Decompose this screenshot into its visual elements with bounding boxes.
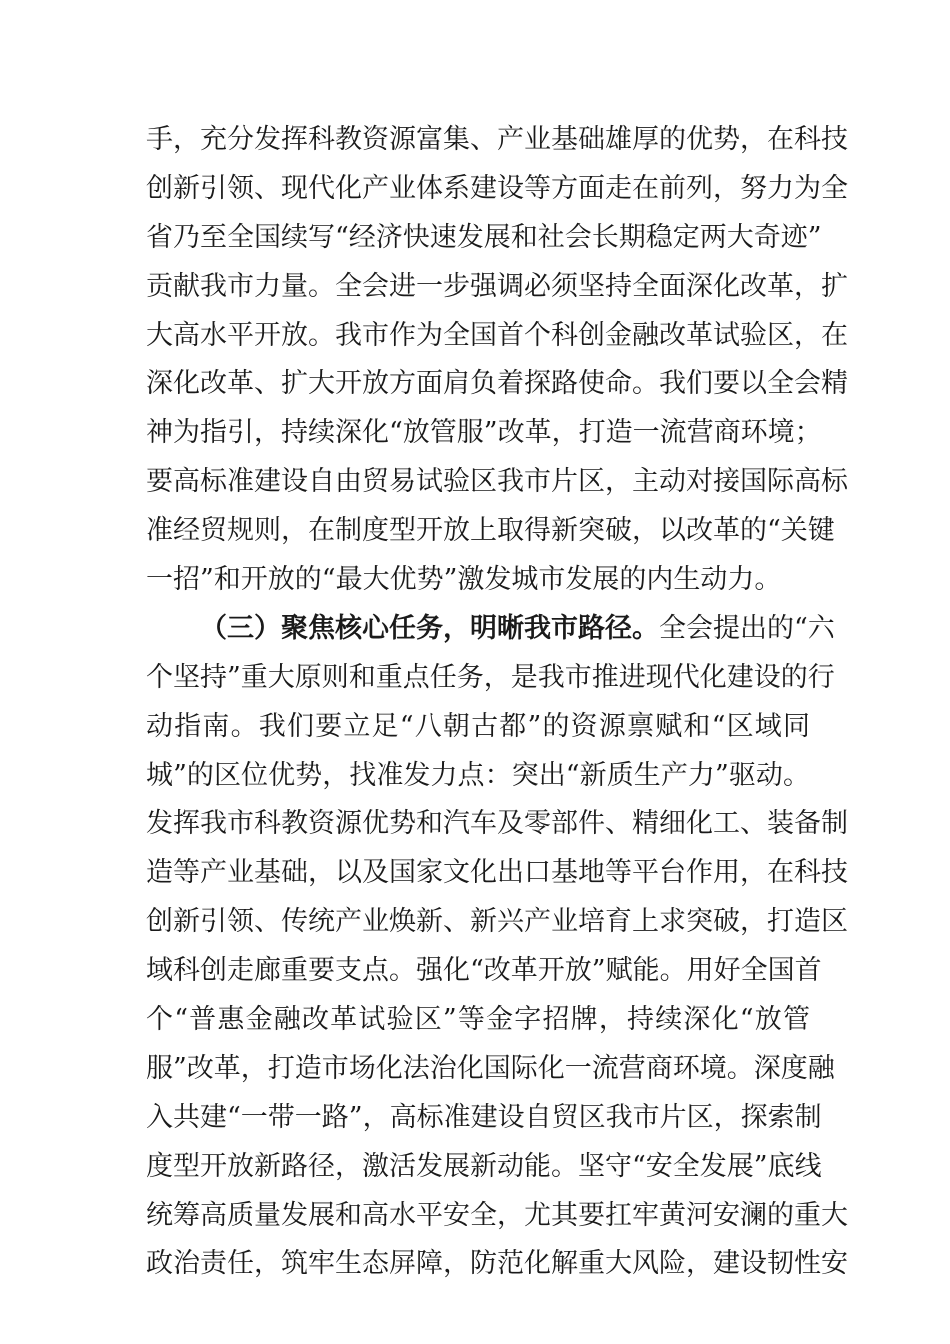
text-line: 要高标准建设自由贸易试验区我市片区，主动对接国际高标: [146, 466, 848, 498]
text-line: 服”改革，打造市场化法治化国际化一流营商环境。深度融: [146, 1052, 835, 1084]
text-line: 发挥我市科教资源优势和汽车及零部件、精细化工、装备制: [146, 808, 848, 840]
text-line: 动指南。我们要立足“八朝古都”的资源禀赋和“区域同: [146, 710, 810, 742]
text-line: 度型开放新路径，激活发展新动能。坚守“安全发展”底线: [146, 1150, 822, 1182]
text-line: 入共建“一带一路”，高标准建设自贸区我市片区，探索制: [146, 1101, 822, 1133]
section-heading: （三）聚焦核心任务，明晰我市路径。: [200, 612, 659, 644]
text-line: 大高水平开放。我市作为全国首个科创金融改革试验区，在: [146, 319, 848, 351]
text-line: 深化改革、扩大开放方面肩负着探路使命。我们要以全会精: [146, 368, 848, 400]
paragraph-first-line: [146, 605, 835, 654]
indent-space: [146, 605, 200, 654]
text-line: 贡献我市力量。全会进一步强调必须坚持全面深化改革，扩: [146, 270, 848, 302]
text-line: 一招”和开放的“最大优势”激发城市发展的内生动力。: [146, 564, 782, 596]
text-line: 准经贸规则，在制度型开放上取得新突破，以改革的“关键: [146, 515, 835, 547]
text-line: 城”的区位优势，找准发力点：突出“新质生产力”驱动。: [146, 759, 810, 791]
text-line: 统筹高质量发展和高水平安全，尤其要扛牢黄河安澜的重大: [146, 1199, 848, 1231]
text-line: 个坚持”重大原则和重点任务，是我市推进现代化建设的行: [146, 661, 835, 693]
text-line: 域科创走廊重要支点。强化“改革开放”赋能。用好全国首: [146, 955, 822, 987]
text-line: 创新引领、现代化产业体系建设等方面走在前列，努力为全: [146, 172, 848, 204]
text-line: 省乃至全国续写“经济快速发展和社会长期稳定两大奇迹”: [146, 221, 822, 253]
body-text: [146, 116, 848, 1289]
text-line: 创新引领、传统产业焕新、新兴产业培育上求突破，打造区: [146, 906, 848, 938]
text-line: 个“普惠金融改革试验区”等金字招牌，持续深化“放管: [146, 1004, 810, 1036]
paragraph-2: [146, 605, 848, 1289]
text-line: 政治责任，筑牢生态屏障，防范化解重大风险，建设韧性安: [146, 1248, 848, 1280]
text-line-rest: 全会提出的“六: [659, 612, 835, 644]
paragraph-1: [146, 116, 848, 605]
text-line: 造等产业基础，以及国家文化出口基地等平台作用，在科技: [146, 857, 848, 889]
text-line: 手，充分发挥科教资源富集、产业基础雄厚的优势，在科技: [146, 124, 848, 155]
text-line: 神为指引，持续深化“放管服”改革，打造一流营商环境；: [146, 417, 822, 449]
